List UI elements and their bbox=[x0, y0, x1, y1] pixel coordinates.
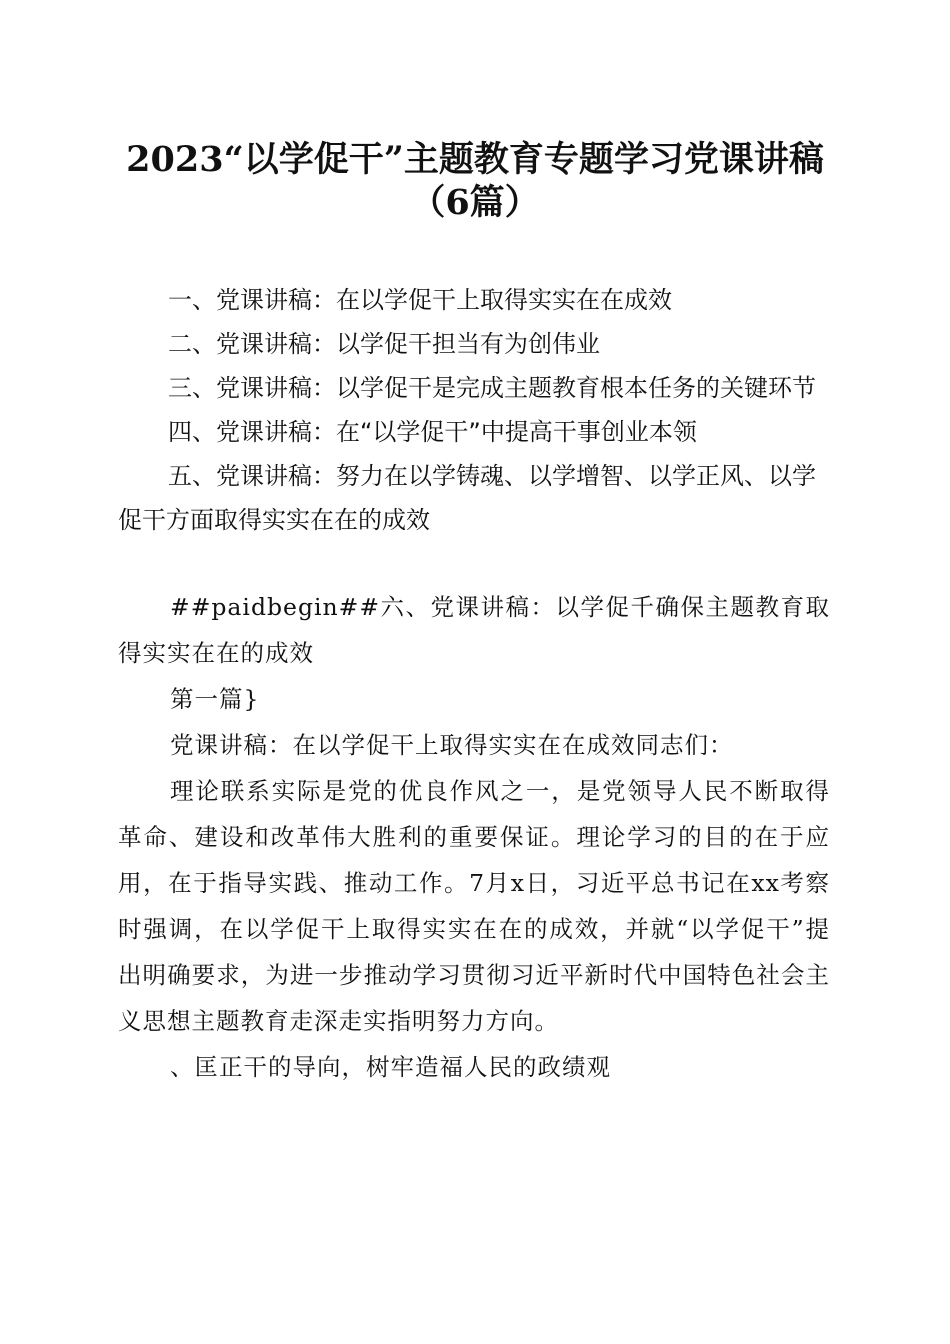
paragraph-toc-6: ##paidbegin##六、党课讲稿：以学促千确保主题教育取得实实在在的成效 bbox=[118, 593, 830, 667]
toc-item-2: 二、党课讲稿：以学促干担当有为创伟业 bbox=[168, 330, 600, 358]
document-title-line2: （6篇） bbox=[410, 182, 540, 223]
table-of-contents bbox=[118, 278, 830, 542]
toc-item-3: 三、党课讲稿：以学促干是完成主题教育根本任务的关键环节 bbox=[168, 374, 816, 402]
toc-item-1: 一、党课讲稿：在以学促干上取得实实在在成效 bbox=[168, 286, 672, 314]
subheading: 、匡正干的导向，树牢造福人民的政绩观 bbox=[170, 1053, 611, 1081]
speech-title: 党课讲稿：在以学促干上取得实实在在成效同志们： bbox=[170, 731, 734, 759]
section-heading-first: 第一篇} bbox=[170, 685, 260, 713]
toc-item-5: 五、党课讲稿：努力在以学铸魂、以学增智、以学正风、以学促干方面取得实实在在的成效 bbox=[118, 462, 816, 534]
document-body bbox=[118, 584, 830, 1090]
paragraph-intro: 理论联系实际是党的优良作风之一，是党领导人民不断取得革命、建设和改革伟大胜利的重要保证。理论学习的目的在于应用，在于指导实践、推动工作。7月x日，习近平总书记在xx考察时强调，在以学促干上取得实实在在的成效，并就“以学促干”提出明确要求，为进一步推动学习贯彻习近平新时代中国特色社会主义思想主题教育走深走实指明努力方向。 bbox=[118, 777, 830, 1035]
document-title-line1: 2023“以学促干”主题教育专题学习党课讲稿 bbox=[126, 139, 824, 180]
toc-item-4: 四、党课讲稿：在“以学促干”中提高干事创业本领 bbox=[168, 418, 697, 446]
